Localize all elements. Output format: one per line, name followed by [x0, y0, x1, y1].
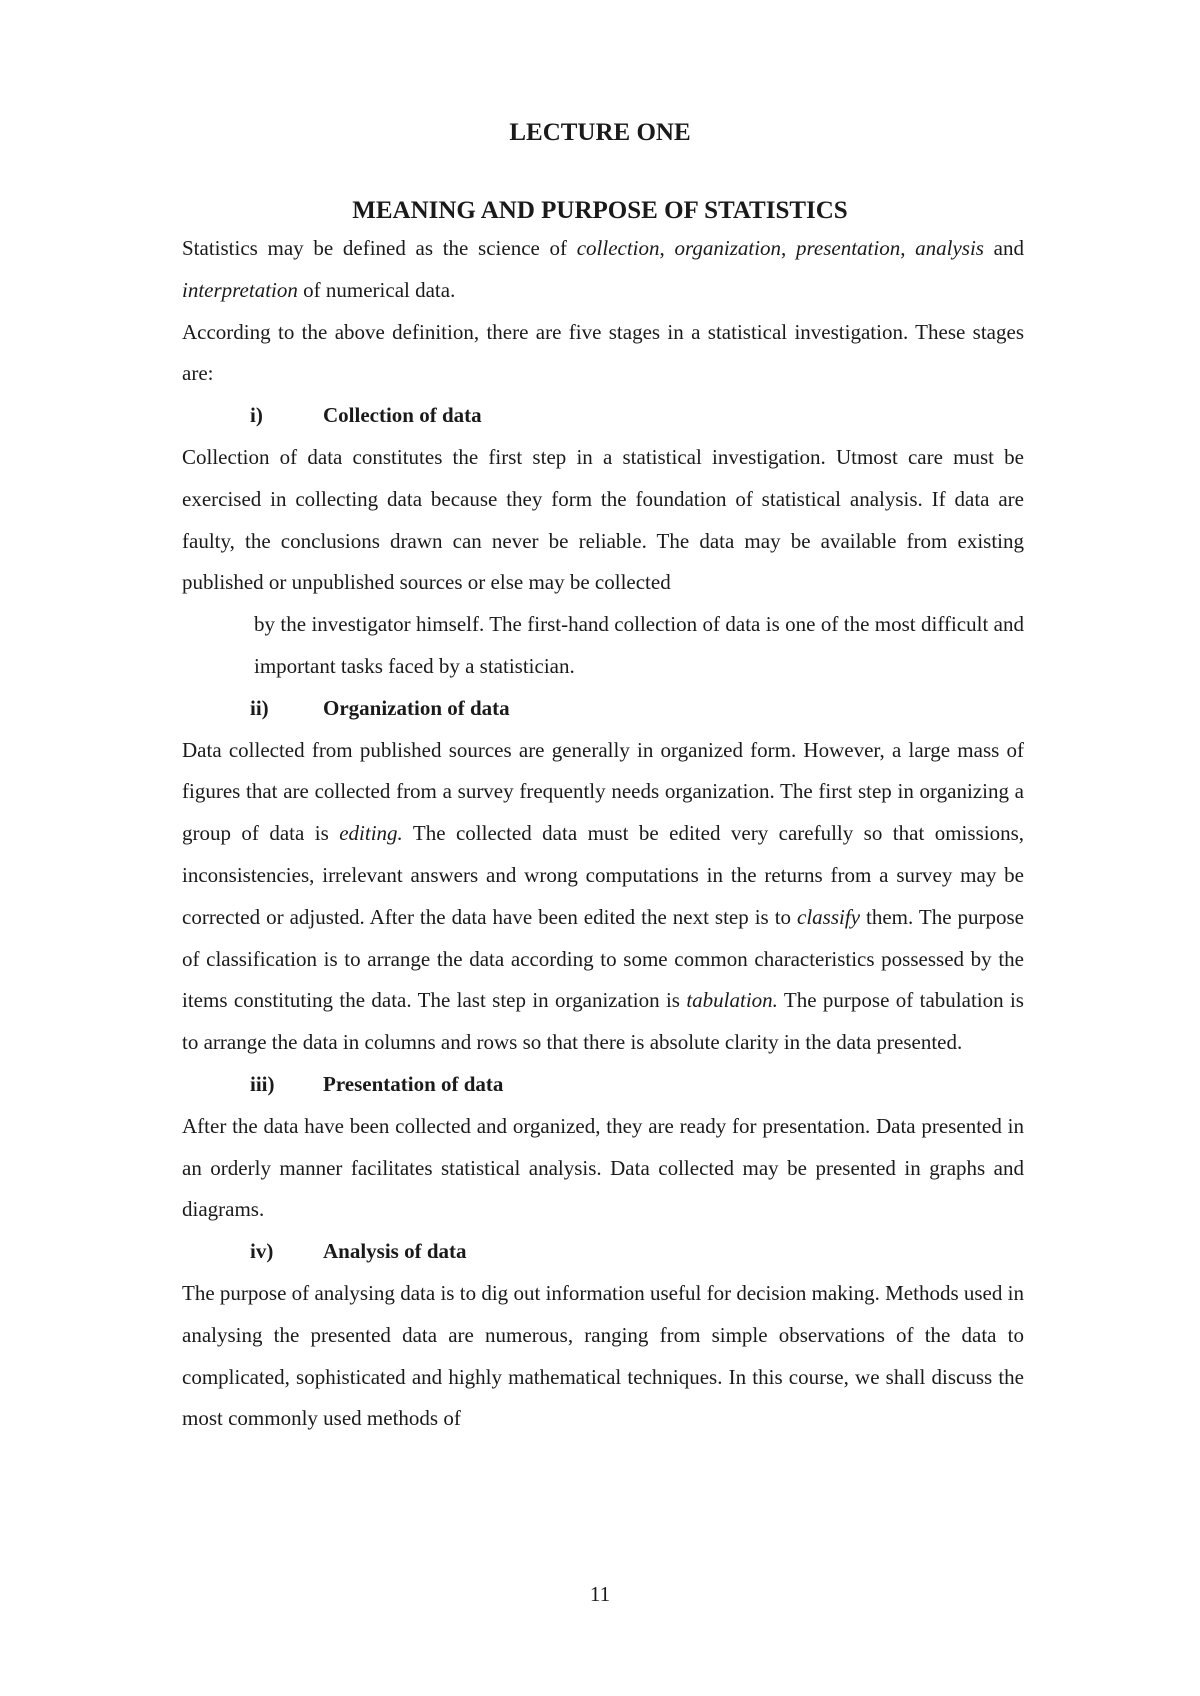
section-heading-label: Presentation of data — [323, 1071, 504, 1096]
lecture-title: LECTURE ONE — [509, 119, 691, 146]
presentation-paragraph: After the data have been collected and organized, they are ready for presentation. Data presented in an orderly manner facilitates statistical analysis. Data collected may be presented in graphs and diagrams. — [182, 1113, 1024, 1222]
section-number: ii) — [250, 695, 269, 720]
intro-paragraph-2: According to the above definition, there are five stages in a statistical investigation. These stages are: — [182, 319, 1024, 386]
organization-paragraph: Data collected from published sources are generally in organized form. However, a large mass of figures that are collected from a survey frequently needs organization. The first step in organizing a group of data is editing. The collected data must be edited very carefully so that omissions, inconsistencies, irrelevant answers and wrong computations in the returns from a survey may be corrected or adjusted. After the data have been edited the next step is to classify them. The purpose of classification is to arrange the data according to some common characteristics possessed by the items constituting the data. The last step in organization is tabulation. The purpose of tabulation is to arrange the data in columns and rows so that there is absolute clarity in the data presented. — [182, 737, 1024, 1055]
section-heading-label: Collection of data — [323, 403, 482, 428]
section-heading-organization — [182, 688, 1024, 730]
section-number: iv) — [250, 1239, 274, 1264]
page-number: 11 — [589, 1582, 611, 1606]
section-number: iii) — [250, 1071, 275, 1096]
section-heading-label: Organization of data — [323, 695, 510, 720]
intro-paragraph-1: Statistics may be defined as the science of collection, organization, presentation, analysis and interpretation of numerical data. — [182, 236, 1024, 302]
section-number: i) — [250, 403, 263, 428]
lecture-subtitle: MEANING AND PURPOSE OF STATISTICS — [352, 197, 848, 224]
section-heading-label: Analysis of data — [323, 1239, 467, 1264]
collection-paragraph-2: by the investigator himself. The first-hand collection of data is one of the most difficult and important tasks faced by a statistician. — [254, 612, 1024, 678]
body-text — [182, 228, 1024, 1440]
collection-paragraph-1: Collection of data constitutes the first step in a statistical investigation. Utmost care must be exercised in collecting data because they form the foundation of statistical analysis. If data are faulty, the conclusions drawn can never be reliable. The data may be available from existing published or unpublished sources or else may be collected — [182, 444, 1024, 595]
section-heading-collection — [182, 395, 1024, 437]
section-heading-analysis — [182, 1231, 1024, 1273]
section-heading-presentation — [182, 1064, 1024, 1106]
analysis-paragraph: The purpose of analysing data is to dig out information useful for decision making. Methods used in analysing the presented data are numerous, ranging from simple observations of the data to complicated, sophisticated and highly mathematical techniques. In this course, we shall discuss the most commonly used methods of — [182, 1280, 1024, 1431]
